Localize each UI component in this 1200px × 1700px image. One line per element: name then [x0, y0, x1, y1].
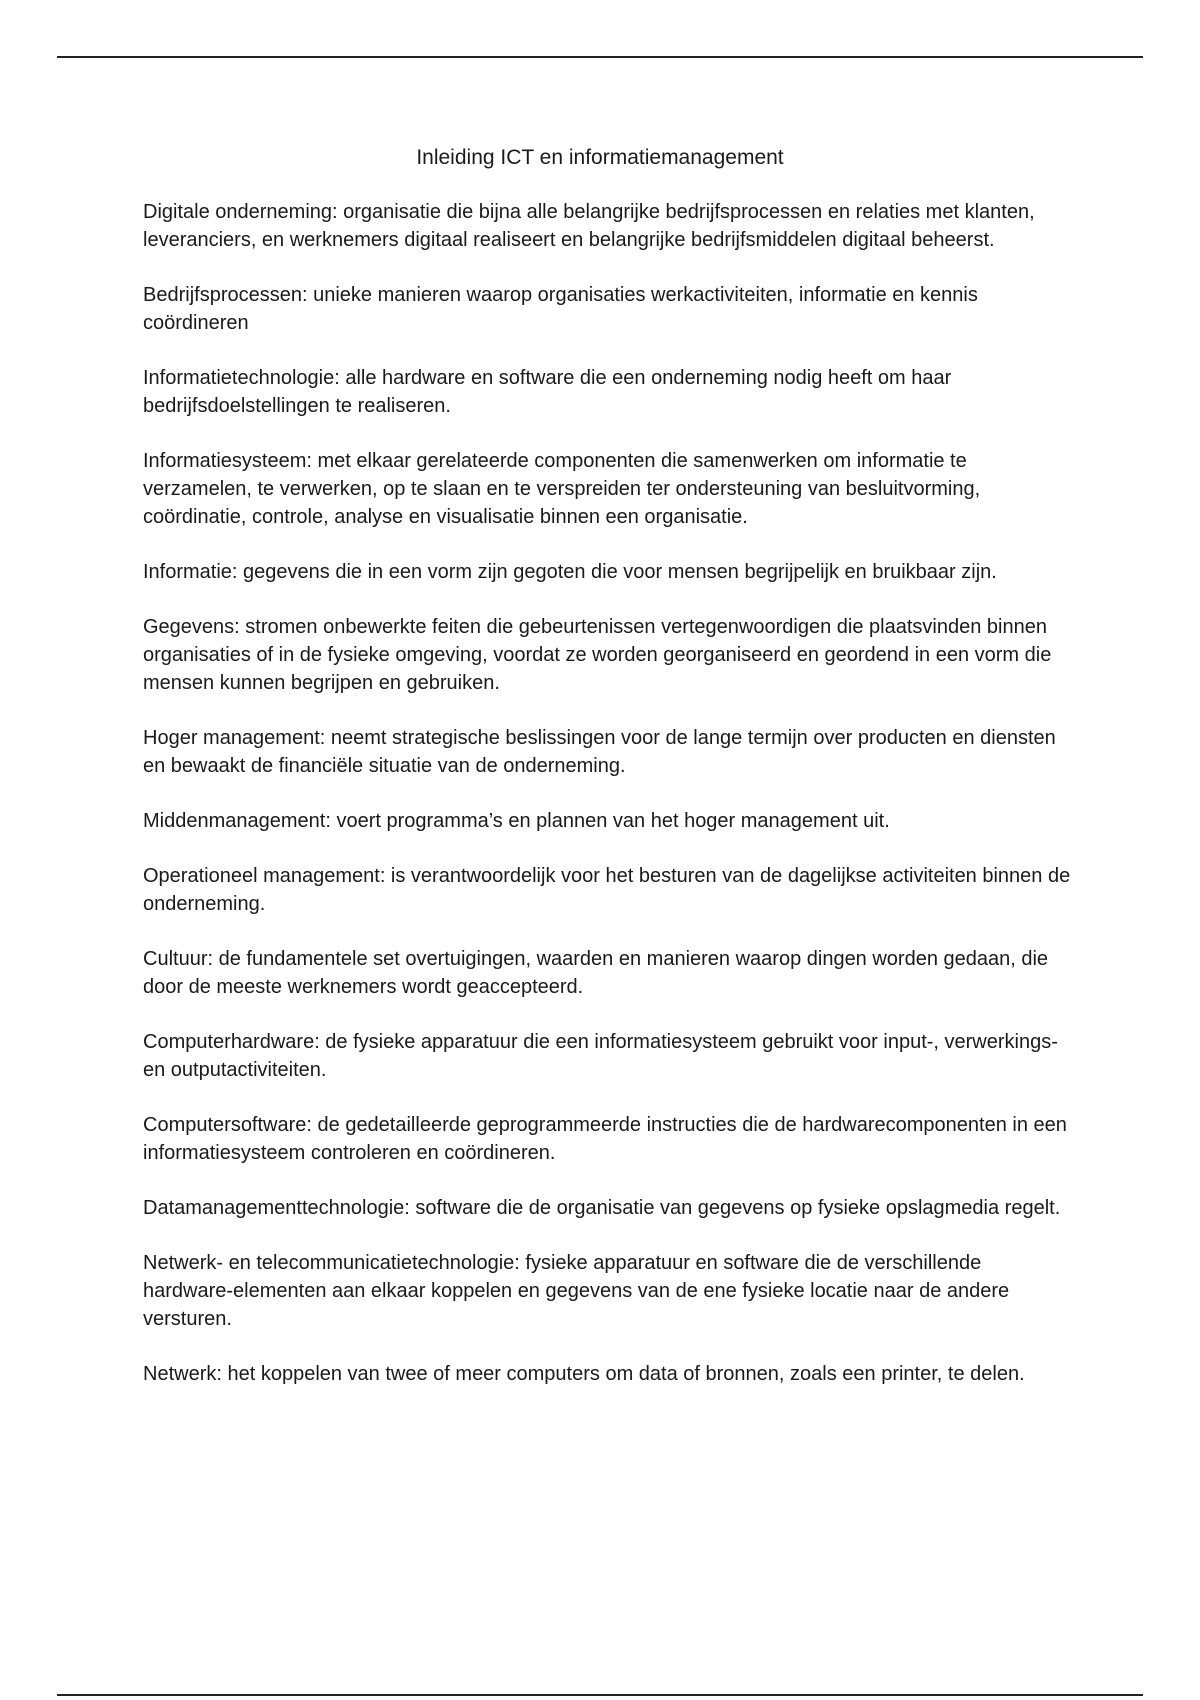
definition-hoger-management: Hoger management: neemt strategische beslissingen voor de lange termijn over producten en diensten en bewaakt de financiële situatie van de onderneming. — [143, 727, 1056, 777]
definition-cultuur: Cultuur: de fundamentele set overtuigingen, waarden en manieren waarop dingen worden gedaan, die door de meeste werknemers wordt geaccepteerd. — [143, 948, 1049, 998]
definition-middenmanagement: Middenmanagement: voert programma’s en plannen van het hoger management uit. — [143, 810, 890, 832]
definition-computersoftware: Computersoftware: de gedetailleerde geprogrammeerde instructies die de hardwarecomponenten in een informatiesysteem controleren en coördineren. — [143, 1114, 1067, 1164]
definition-datamanagementtechnologie: Datamanagementtechnologie: software die de organisatie van gegevens op fysieke opslagmedia regelt. — [143, 1197, 1061, 1219]
definition-informatiesysteem: Informatiesysteem: met elkaar gerelateerde componenten die samenwerken om informatie te verzamelen, te verwerken, op te slaan en te verspreiden ter ondersteuning van besluitvorming, coördinatie, controle, analyse en visualisatie binnen een organisatie. — [143, 450, 981, 528]
document-title: Inleiding ICT en informatiemanagement — [416, 146, 784, 169]
definitions-list — [143, 198, 1073, 1415]
definition-computerhardware: Computerhardware: de fysieke apparatuur die een informatiesysteem gebruikt voor input-, verwerkings- en outputactiviteiten. — [143, 1031, 1058, 1081]
definition-netwerk: Netwerk: het koppelen van twee of meer computers om data of bronnen, zoals een printer, te delen. — [143, 1363, 1025, 1385]
definition-netwerk-telecommunicatietechnologie: Netwerk- en telecommunicatietechnologie: fysieke apparatuur en software die de verschillende hardware-elementen aan elkaar koppelen en gegevens van de ene fysieke locatie naar de andere versturen. — [143, 1252, 1010, 1330]
definition-gegevens: Gegevens: stromen onbewerkte feiten die gebeurtenissen vertegenwoordigen die plaatsvinden binnen organisaties of in de fysieke omgeving, voordat ze worden georganiseerd en geordend in een vorm die mensen kunnen begrijpen en gebruiken. — [143, 616, 1052, 694]
definition-informatietechnologie: Informatietechnologie: alle hardware en software die een onderneming nodig heeft om haar bedrijfsdoelstellingen te realiseren. — [143, 367, 952, 417]
definition-digitale-onderneming: Digitale onderneming: organisatie die bijna alle belangrijke bedrijfsprocessen en relaties met klanten, leveranciers, en werknemers digitaal realiseert en belangrijke bedrijfsmiddelen digitaal beheerst. — [143, 201, 1035, 251]
definition-operationeel-management: Operationeel management: is verantwoordelijk voor het besturen van de dagelijkse activiteiten binnen de onderneming. — [143, 865, 1071, 915]
definition-informatie: Informatie: gegevens die in een vorm zijn gegoten die voor mensen begrijpelijk en bruikbaar zijn. — [143, 561, 997, 583]
definition-bedrijfsprocessen: Bedrijfsprocessen: unieke manieren waarop organisaties werkactiviteiten, informatie en kennis coördineren — [143, 284, 978, 334]
bottom-divider — [57, 1694, 1143, 1696]
top-divider — [57, 56, 1143, 58]
